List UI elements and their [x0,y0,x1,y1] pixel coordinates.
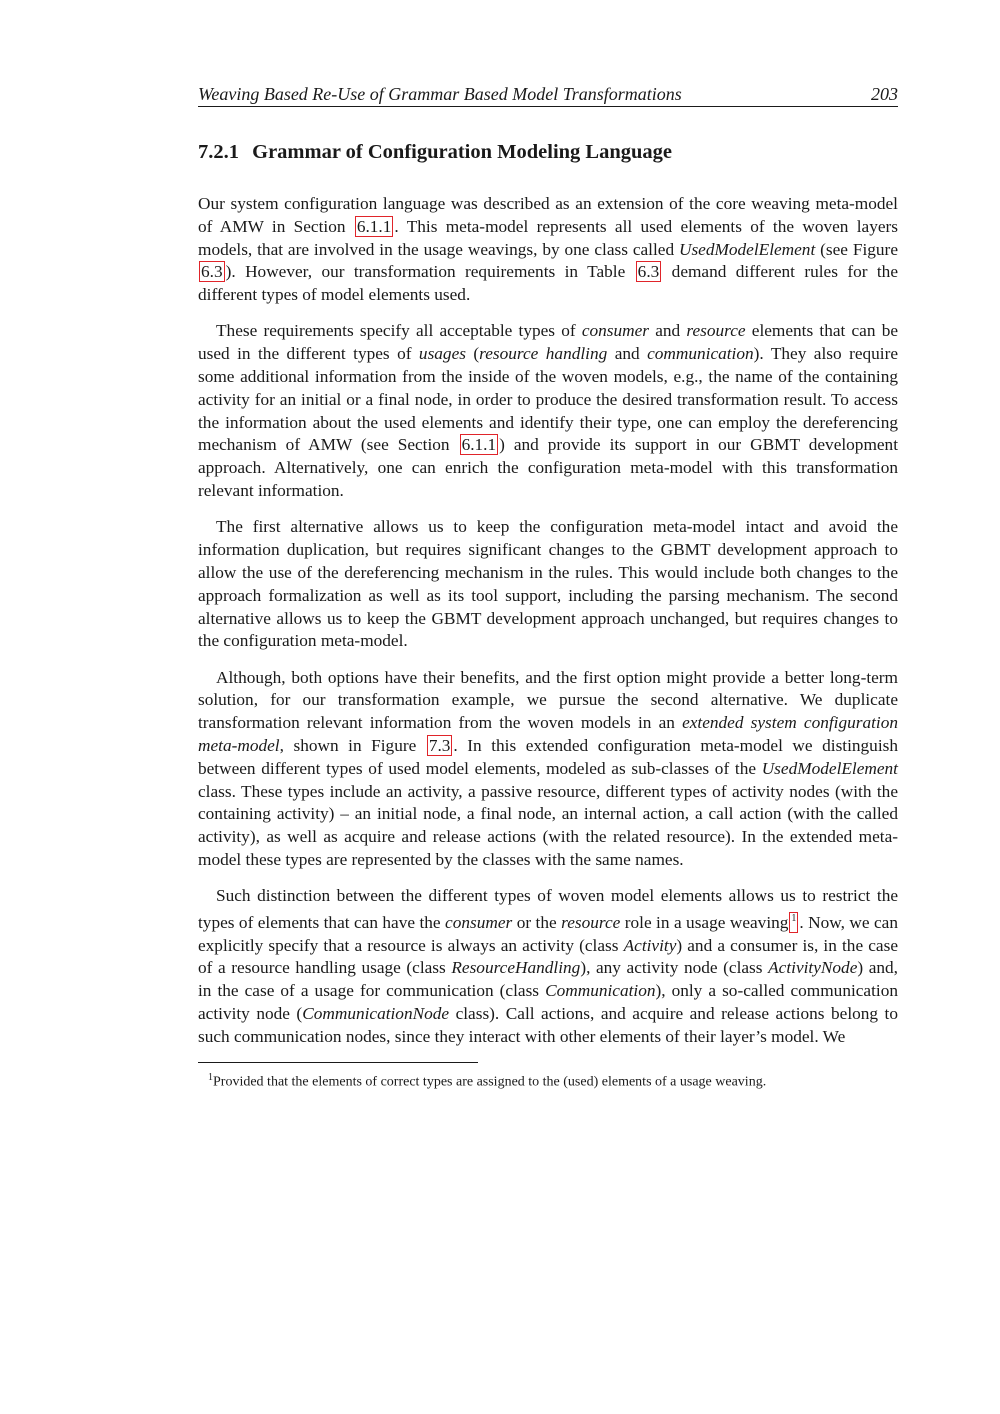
emph: resource [561,912,621,932]
text-run: (see Figure [815,239,898,259]
paragraph-5 [198,885,898,1048]
footnote-divider [198,1062,478,1063]
footnote-link[interactable] [789,912,798,933]
text-run: or the [512,912,562,932]
class-name: UsedModelElement [761,758,898,778]
text-run: role in a usage weaving [620,912,789,932]
emph: consumer [445,912,513,932]
paragraph-4 [198,667,898,872]
emph: resource handling [479,344,608,364]
header-title: Weaving Based Re-Use of Grammar Based Model Transformations [198,84,682,104]
text-run: Such distinction between the different types of woven model elements allows us to restrict the types of elements that can have the [198,886,898,932]
page-number: 203 [871,84,898,104]
text-run: Although, both options have their benefits, and the first option might provide a better long-term solution, for our transformation example, we pursue the second alternative. We duplicate transformation relevant information from the woven models in an [198,667,898,733]
text-run: demand different rules for the different types of model elements used. [198,262,898,305]
text-run: Our system configuration language was described as an extension of the core weaving meta-model of AMW in Section [198,194,898,236]
class-name: Communication [545,981,656,1001]
section-link[interactable]: 6.1.1 [461,435,497,455]
text-run: class. These types include an activity, a passive resource, different types of activity nodes (with the containing activity) – an initial node, a final node, an internal action, a call action (with the called activity), as well as acquire and release actions (with the related resource). In the extended meta-model these types are represented by the classes with the same names. [198,781,898,870]
class-name: CommunicationNode [302,1004,450,1024]
section-link[interactable]: 6.1.1 [356,216,392,236]
text-run: ). They also require some additional information from the inside of the woven models, e.g., the name of the containing activity for an initial or a final node, in order to produce the desired transformation result. To access the information about the used elements and identify their type, one can employ the dereferencing mechanism of AMW (see Section [198,344,899,455]
emph: communication [647,344,754,364]
text-run: class). Call actions, and acquire and release actions belong to such communication nodes, since they interact with other elements of their layer’s model. We [198,1004,898,1046]
emph: consumer [581,321,650,341]
text-run: elements that can be used in the different types of [198,321,899,364]
section-heading [198,140,898,164]
body-text [198,193,898,1049]
text-run: These requirements specify all acceptable types of [216,321,582,341]
figure-link[interactable]: 6.3 [201,262,223,282]
text-run: and [607,344,648,364]
text-run: ) and a consumer is, in the case of a resource handling usage (class [198,935,898,978]
text-run: ), any activity node (class [580,958,769,978]
text-run: ) and provide its support in our GBMT development approach. Alternatively, one can enrich the configuration meta-model with this transformation relevant information. [198,435,898,501]
text-run: and [649,321,687,341]
text-run: . This meta-model represents all used elements of the woven layers models, that are involved in the usage weavings, by one class called [198,216,898,259]
footnote-text: Provided that the elements of correct types are assigned to the (used) elements of a usage weaving. [213,1074,767,1090]
emph: usages [418,344,466,364]
paragraph-2 [198,320,898,502]
text-run: ). However, our transformation requirements in Table [225,262,635,282]
section-number: 7.2.1 [198,141,239,163]
section-title: Grammar of Configuration Modeling Language [252,141,672,163]
text-run: ) and, in the case of a usage for communication (class [198,958,898,1001]
text-run: ( [465,344,480,364]
footnote [198,1069,898,1092]
footnote-number: 1 [208,1072,213,1084]
page [198,84,898,1092]
running-header [198,84,898,107]
class-name: Activity [623,935,677,955]
text-run: . In this extended configuration meta-model we distinguish between different types of used model elements, modeled as sub-classes of the [198,736,898,778]
text-run: . Now, we can explicitly specify that a resource is always an activity (class [198,912,898,955]
class-name: ResourceHandling [451,958,581,978]
paragraph-1 [198,193,898,307]
text-run: ), only a so-called communication activity node ( [198,981,898,1024]
table-link[interactable]: 6.3 [637,262,660,282]
class-name: UsedModelElement [678,239,816,259]
paragraph-3: The first alternative allows us to keep the configuration meta-model intact and avoid the information duplication, but requires significant changes to the GBMT development approach to allow the use of the dereferencing mechanism in the rules. This would include both changes to the approach formalization as well as its tool support, including the parsing mechanism. The second alternative allows us to keep the GBMT development approach unchanged, but requires changes to the configuration meta-model. [198,517,898,651]
emph: extended system configuration meta-model [198,713,899,756]
class-name: ActivityNode [768,958,858,978]
footnote-mark: 1 [791,913,797,925]
figure-link[interactable]: 7.3 [428,736,451,756]
emph: resource [686,321,746,341]
text-run: , shown in Figure [279,736,426,756]
